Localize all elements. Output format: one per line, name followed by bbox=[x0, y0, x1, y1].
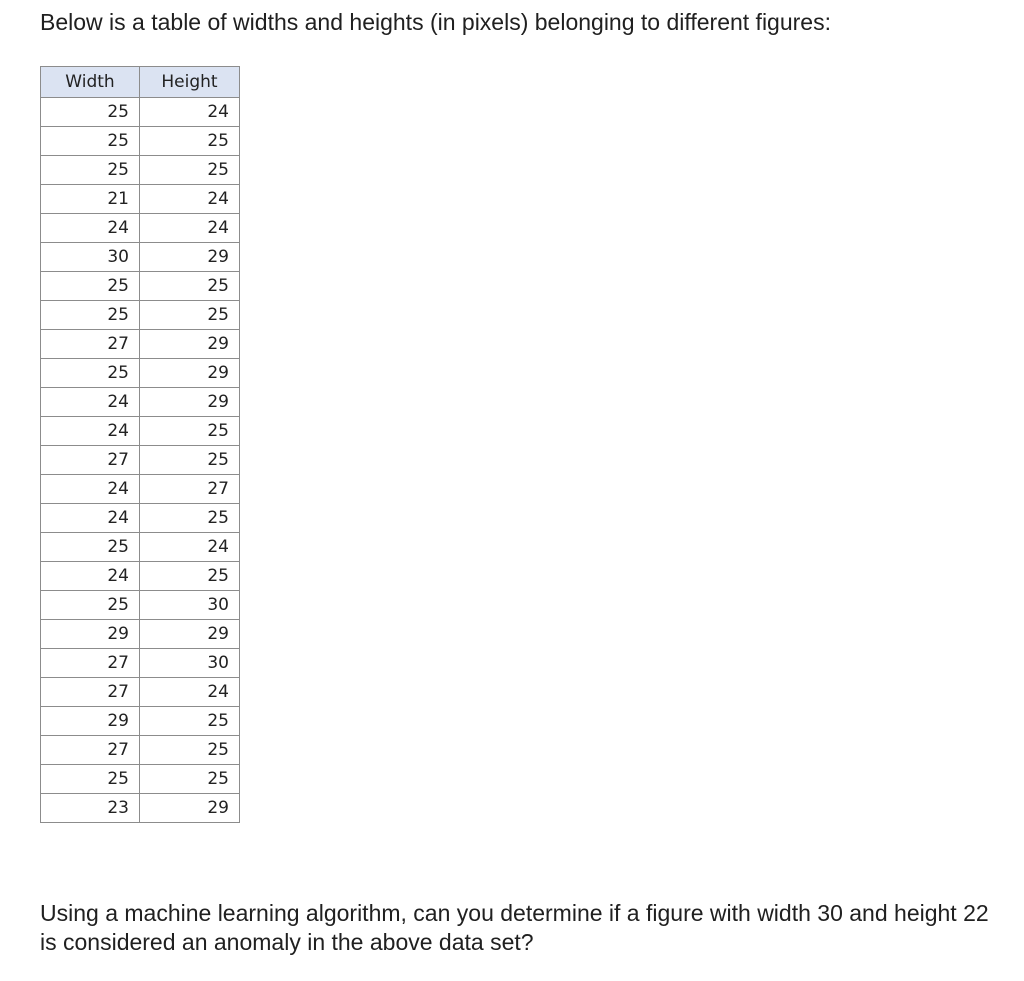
table-row bbox=[41, 707, 240, 736]
height-cell: 29 bbox=[140, 330, 240, 359]
height-cell: 25 bbox=[140, 272, 240, 301]
width-cell: 25 bbox=[41, 301, 140, 330]
width-cell: 27 bbox=[41, 678, 140, 707]
height-cell: 24 bbox=[140, 678, 240, 707]
header-height: Height bbox=[140, 67, 240, 98]
question-text: Using a machine learning algorithm, can you determine if a figure with width 30 and height 22 is considered an anomaly in the above data set? bbox=[40, 900, 989, 955]
width-cell: 24 bbox=[41, 388, 140, 417]
width-cell: 24 bbox=[41, 214, 140, 243]
height-cell: 29 bbox=[140, 359, 240, 388]
height-cell: 29 bbox=[140, 794, 240, 823]
table-row bbox=[41, 504, 240, 533]
height-cell: 24 bbox=[140, 98, 240, 127]
width-cell: 30 bbox=[41, 243, 140, 272]
width-cell: 27 bbox=[41, 736, 140, 765]
table-row bbox=[41, 533, 240, 562]
header-width: Width bbox=[41, 67, 140, 98]
width-cell: 24 bbox=[41, 475, 140, 504]
table-row bbox=[41, 562, 240, 591]
height-cell: 25 bbox=[140, 562, 240, 591]
table-row bbox=[41, 417, 240, 446]
table-row bbox=[41, 359, 240, 388]
width-cell: 27 bbox=[41, 446, 140, 475]
table-row bbox=[41, 127, 240, 156]
height-cell: 25 bbox=[140, 765, 240, 794]
table-row bbox=[41, 591, 240, 620]
width-cell: 24 bbox=[41, 504, 140, 533]
table-row bbox=[41, 765, 240, 794]
height-cell: 25 bbox=[140, 127, 240, 156]
width-cell: 25 bbox=[41, 591, 140, 620]
height-cell: 25 bbox=[140, 446, 240, 475]
width-cell: 25 bbox=[41, 98, 140, 127]
table-row bbox=[41, 446, 240, 475]
table-row bbox=[41, 620, 240, 649]
height-cell: 29 bbox=[140, 388, 240, 417]
table-body bbox=[41, 98, 240, 823]
width-cell: 25 bbox=[41, 765, 140, 794]
table-row bbox=[41, 794, 240, 823]
table-row bbox=[41, 185, 240, 214]
height-cell: 30 bbox=[140, 591, 240, 620]
table-row bbox=[41, 736, 240, 765]
height-cell: 25 bbox=[140, 736, 240, 765]
table-row bbox=[41, 678, 240, 707]
table-row bbox=[41, 156, 240, 185]
table-row bbox=[41, 301, 240, 330]
height-cell: 29 bbox=[140, 620, 240, 649]
width-cell: 21 bbox=[41, 185, 140, 214]
height-cell: 24 bbox=[140, 185, 240, 214]
height-cell: 30 bbox=[140, 649, 240, 678]
height-cell: 24 bbox=[140, 533, 240, 562]
table-row bbox=[41, 243, 240, 272]
table-row bbox=[41, 475, 240, 504]
height-cell: 24 bbox=[140, 214, 240, 243]
height-cell: 25 bbox=[140, 156, 240, 185]
dimensions-table bbox=[40, 66, 240, 823]
width-cell: 29 bbox=[41, 620, 140, 649]
table-row bbox=[41, 388, 240, 417]
width-cell: 25 bbox=[41, 359, 140, 388]
width-cell: 27 bbox=[41, 330, 140, 359]
intro-text: Below is a table of widths and heights (in pixels) belonging to different figures: bbox=[40, 9, 831, 35]
width-cell: 25 bbox=[41, 272, 140, 301]
width-cell: 25 bbox=[41, 127, 140, 156]
height-cell: 25 bbox=[140, 417, 240, 446]
width-cell: 27 bbox=[41, 649, 140, 678]
table-row bbox=[41, 214, 240, 243]
height-cell: 25 bbox=[140, 707, 240, 736]
width-cell: 24 bbox=[41, 562, 140, 591]
table-header-row bbox=[41, 67, 240, 98]
width-cell: 25 bbox=[41, 156, 140, 185]
height-cell: 25 bbox=[140, 301, 240, 330]
height-cell: 25 bbox=[140, 504, 240, 533]
width-cell: 29 bbox=[41, 707, 140, 736]
width-cell: 24 bbox=[41, 417, 140, 446]
table-row bbox=[41, 98, 240, 127]
table-row bbox=[41, 272, 240, 301]
height-cell: 27 bbox=[140, 475, 240, 504]
table-row bbox=[41, 649, 240, 678]
table-row bbox=[41, 330, 240, 359]
height-cell: 29 bbox=[140, 243, 240, 272]
width-cell: 25 bbox=[41, 533, 140, 562]
width-cell: 23 bbox=[41, 794, 140, 823]
